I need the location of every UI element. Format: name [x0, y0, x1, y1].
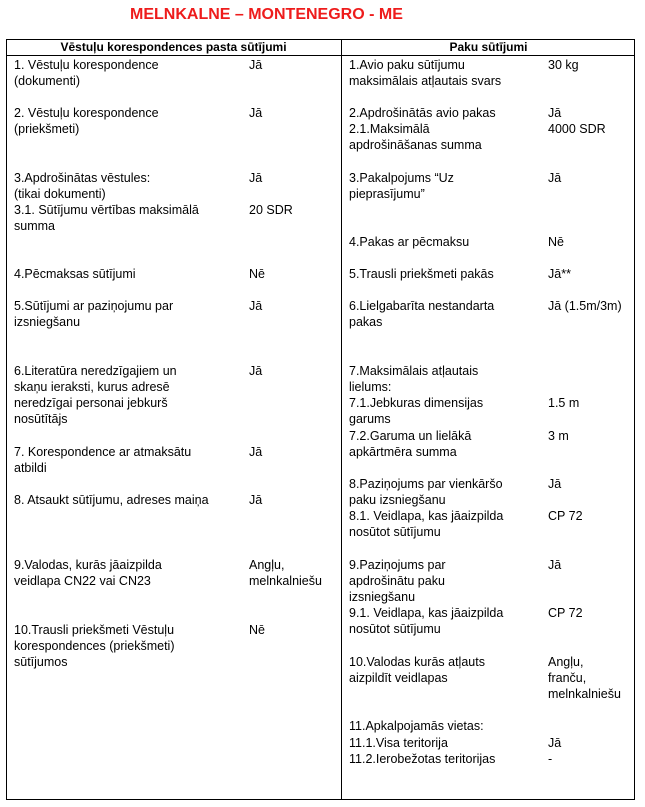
column-divider [341, 39, 342, 800]
letter-item-label: 2. Vēstuļu korespondence (priekšmeti) [14, 106, 159, 136]
parcel-item-value: Jā [548, 477, 562, 491]
parcel-item-label: 11.2.Ierobežotas teritorijas [349, 752, 496, 766]
parcel-item-value: Jā [548, 106, 562, 120]
letter-item-value: Jā [249, 171, 263, 185]
parcel-item-value: 30 kg [548, 58, 579, 72]
parcel-item-label: 8.1. Veidlapa, kas jāaizpilda nosūtot sūtījumu [349, 509, 504, 539]
letter-item-value: Nē [249, 267, 265, 281]
parcel-item-label: 7.1.Jebkuras dimensijas garums [349, 396, 484, 426]
parcel-item-label: 4.Pakas ar pēcmaksu [349, 235, 470, 249]
parcel-item-value: CP 72 [548, 606, 583, 620]
letter-item-value: 20 SDR [249, 203, 293, 217]
page-title: MELNKALNE – MONTENEGRO - ME [130, 6, 403, 23]
parcel-item-value: Jā** [548, 267, 571, 281]
parcel-item-label: 2.1.Maksimālā apdrošināšanas summa [349, 122, 482, 152]
letter-item-label: 1. Vēstuļu korespondence (dokumenti) [14, 58, 159, 88]
parcel-item-value: CP 72 [548, 509, 583, 523]
letter-item-label: 5.Sūtījumi ar paziņojumu par izsniegšanu [14, 299, 174, 329]
parcel-item-label: 7.2.Garuma un lielākā apkārtmēra summa [349, 429, 472, 459]
parcel-item-value: 4000 SDR [548, 122, 606, 136]
parcel-item-label: 10.Valodas kurās atļauts aizpildīt veidlapas [349, 655, 485, 685]
parcel-item-value: 3 m [548, 429, 569, 443]
parcels-column-header: Paku sūtījumi [449, 40, 528, 54]
parcel-item-label: 1.Avio paku sūtījumu maksimālais atļautais svars [349, 58, 502, 88]
parcel-item-label: 11.1.Visa teritorija [349, 736, 448, 750]
parcel-item-value: Nē [548, 235, 564, 249]
letter-item-value: Angļu, melnkalniešu [249, 558, 322, 588]
letter-item-value: Nē [249, 623, 265, 637]
letter-item-label: 6.Literatūra neredzīgajiem un skaņu ieraksti, kurus adresē neredzīgai personai jebkurš nosūtītājs [14, 364, 177, 426]
letter-item-label: 10.Trausli priekšmeti Vēstuļu korespondences (priekšmeti) sūtījumos [14, 623, 175, 669]
parcel-item-value: Angļu, franču, melnkalniešu [548, 655, 621, 701]
letter-item-value: Jā [249, 445, 263, 459]
letter-item-value: Jā [249, 106, 263, 120]
parcel-item-value: Jā [548, 171, 562, 185]
parcel-item-label: 8.Paziņojums par vienkāršo paku izsniegšanu [349, 477, 503, 507]
parcel-item-value: Jā [548, 558, 562, 572]
parcel-item-label: 2.Apdrošinātās avio pakas [349, 106, 496, 120]
parcel-item-label: 6.Lielgabarīta nestandarta pakas [349, 299, 495, 329]
parcel-item-value: Jā [548, 736, 562, 750]
letter-item-label: 3.Apdrošinātas vēstules: (tikai dokumenti) [14, 171, 151, 201]
parcel-item-label: 3.Pakalpojums “Uz pieprasījumu” [349, 171, 454, 201]
header-divider [6, 55, 635, 56]
letter-item-value: Jā [249, 299, 263, 313]
letter-item-label: 4.Pēcmaksas sūtījumi [14, 267, 136, 281]
parcel-item-label: 7.Maksimālais atļautais lielums: [349, 364, 479, 394]
letter-item-label: 8. Atsaukt sūtījumu, adreses maiņa [14, 493, 209, 507]
letters-column-header: Vēstuļu korespondences pasta sūtījumi [60, 40, 287, 54]
parcel-item-label: 9.Paziņojums par apdrošinātu paku izsniegšanu [349, 558, 446, 604]
parcel-item-value: Jā (1.5m/3m) [548, 299, 622, 313]
parcel-item-label: 9.1. Veidlapa, kas jāaizpilda nosūtot sūtījumu [349, 606, 504, 636]
letter-item-label: 7. Korespondence ar atmaksātu atbildi [14, 445, 192, 475]
parcel-item-label: 11.Apkalpojamās vietas: [349, 719, 484, 733]
letter-item-value: Jā [249, 364, 263, 378]
parcel-item-value: - [548, 752, 553, 766]
letter-item-label: 3.1. Sūtījumu vērtības maksimālā summa [14, 203, 199, 233]
letter-item-label: 9.Valodas, kurās jāaizpilda veidlapa CN22 vai CN23 [14, 558, 162, 588]
letter-item-value: Jā [249, 493, 263, 507]
parcel-item-label: 5.Trausli priekšmeti pakās [349, 267, 494, 281]
letter-item-value: Jā [249, 58, 263, 72]
parcel-item-value: 1.5 m [548, 396, 580, 410]
